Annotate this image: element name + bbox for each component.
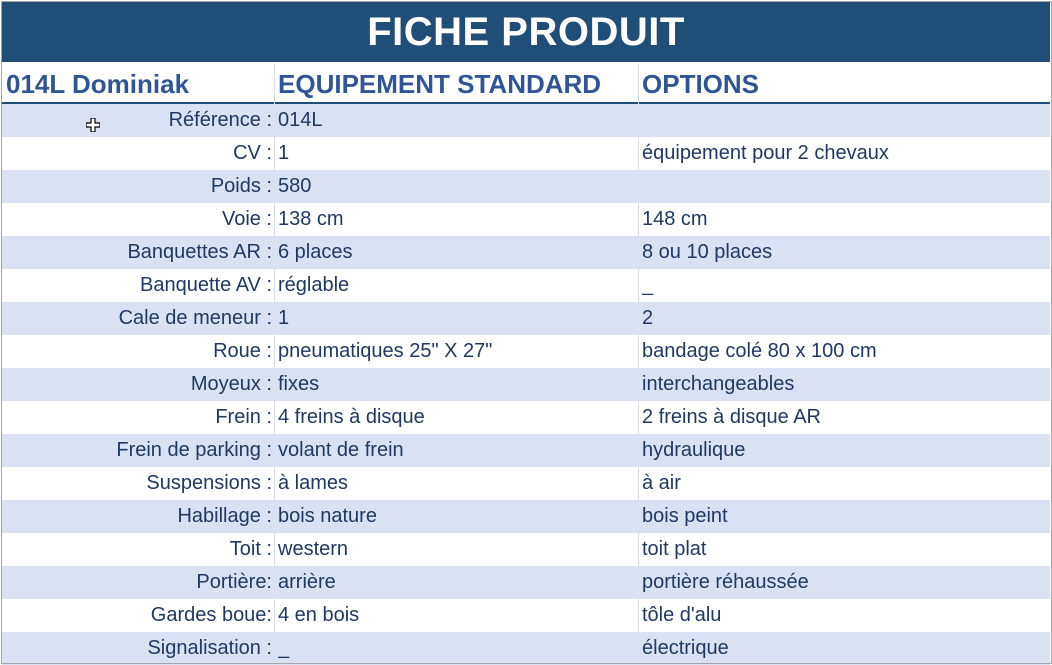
row-standard[interactable]: _ — [278, 637, 290, 659]
header-options[interactable]: OPTIONS — [642, 69, 760, 99]
row-option[interactable]: _ — [642, 274, 654, 296]
table-row — [2, 632, 1050, 665]
row-option[interactable]: toit plat — [642, 538, 707, 560]
header-row — [2, 64, 1050, 104]
row-standard[interactable]: volant de frein — [278, 439, 404, 461]
table-row — [2, 566, 1050, 599]
row-label[interactable]: Frein : — [215, 406, 272, 428]
row-label[interactable]: Gardes boue: — [150, 604, 272, 626]
row-standard[interactable]: bois nature — [278, 505, 377, 527]
table-row — [2, 236, 1050, 269]
row-label[interactable]: Cale de meneur : — [118, 307, 272, 329]
row-label[interactable]: Référence : — [168, 109, 272, 131]
table-row — [2, 599, 1050, 632]
row-label[interactable]: Signalisation : — [147, 637, 272, 659]
row-standard[interactable]: 4 freins à disque — [278, 406, 425, 428]
table-row — [2, 203, 1050, 236]
row-standard[interactable]: 138 cm — [278, 208, 344, 230]
header-standard[interactable]: EQUIPEMENT STANDARD — [278, 69, 602, 99]
row-standard[interactable]: réglable — [278, 274, 350, 296]
row-standard[interactable]: fixes — [278, 373, 320, 395]
row-label[interactable]: Poids : — [210, 175, 272, 197]
row-option[interactable]: tôle d'alu — [642, 604, 722, 626]
row-label[interactable]: CV : — [233, 142, 272, 164]
row-option[interactable]: bandage colé 80 x 100 cm — [642, 340, 877, 362]
row-option[interactable]: hydraulique — [642, 439, 746, 461]
row-standard[interactable]: 4 en bois — [278, 604, 360, 626]
row-label[interactable]: Roue : — [213, 340, 272, 362]
row-option[interactable]: 2 freins à disque AR — [642, 406, 821, 428]
row-option[interactable]: 2 — [642, 307, 654, 329]
table-row — [2, 500, 1050, 533]
row-label[interactable]: Frein de parking : — [116, 439, 272, 461]
table-row — [2, 467, 1050, 500]
row-standard[interactable]: à lames — [278, 472, 349, 494]
row-label[interactable]: Habillage : — [177, 505, 272, 527]
row-standard[interactable]: 1 — [278, 142, 290, 164]
table-row — [2, 104, 1050, 137]
table-row — [2, 269, 1050, 302]
table-row — [2, 368, 1050, 401]
row-standard[interactable]: 6 places — [278, 241, 353, 263]
row-option[interactable]: bois peint — [642, 505, 728, 527]
row-label[interactable]: Portière: — [196, 571, 272, 593]
row-label[interactable]: Suspensions : — [146, 472, 272, 494]
row-label[interactable]: Toit : — [229, 538, 272, 560]
row-label[interactable]: Banquette AV : — [140, 274, 272, 296]
table-row — [2, 137, 1050, 170]
row-option[interactable] — [642, 170, 1048, 203]
row-option[interactable]: 8 ou 10 places — [642, 241, 773, 263]
row-option[interactable]: électrique — [642, 637, 729, 659]
table-row — [2, 170, 1050, 203]
row-option[interactable]: 148 cm — [642, 208, 708, 230]
row-option[interactable]: équipement pour 2 chevaux — [642, 142, 889, 164]
cell-cursor-icon — [86, 118, 100, 132]
row-label[interactable]: Voie : — [221, 208, 272, 230]
table-row — [2, 302, 1050, 335]
table-row — [2, 533, 1050, 566]
header-model[interactable]: 014L Dominiak — [6, 69, 190, 99]
row-option[interactable]: interchangeables — [642, 373, 795, 395]
page-title: FICHE PRODUIT — [2, 2, 1050, 62]
row-standard[interactable]: pneumatiques 25" X 27" — [278, 340, 493, 362]
row-standard[interactable]: 1 — [278, 307, 290, 329]
table-body — [2, 104, 1050, 665]
table-row — [2, 434, 1050, 467]
row-option[interactable]: à air — [642, 472, 681, 494]
table-row — [2, 401, 1050, 434]
row-standard[interactable]: 580 — [278, 175, 312, 197]
row-standard[interactable]: western — [278, 538, 349, 560]
row-option[interactable]: portière réhaussée — [642, 571, 809, 593]
row-standard[interactable]: 014L — [278, 109, 323, 131]
row-standard[interactable]: arrière — [278, 571, 336, 593]
row-label[interactable]: Moyeux : — [190, 373, 272, 395]
table-row — [2, 335, 1050, 368]
row-label[interactable]: Banquettes AR : — [127, 241, 272, 263]
row-option[interactable] — [642, 104, 1048, 137]
